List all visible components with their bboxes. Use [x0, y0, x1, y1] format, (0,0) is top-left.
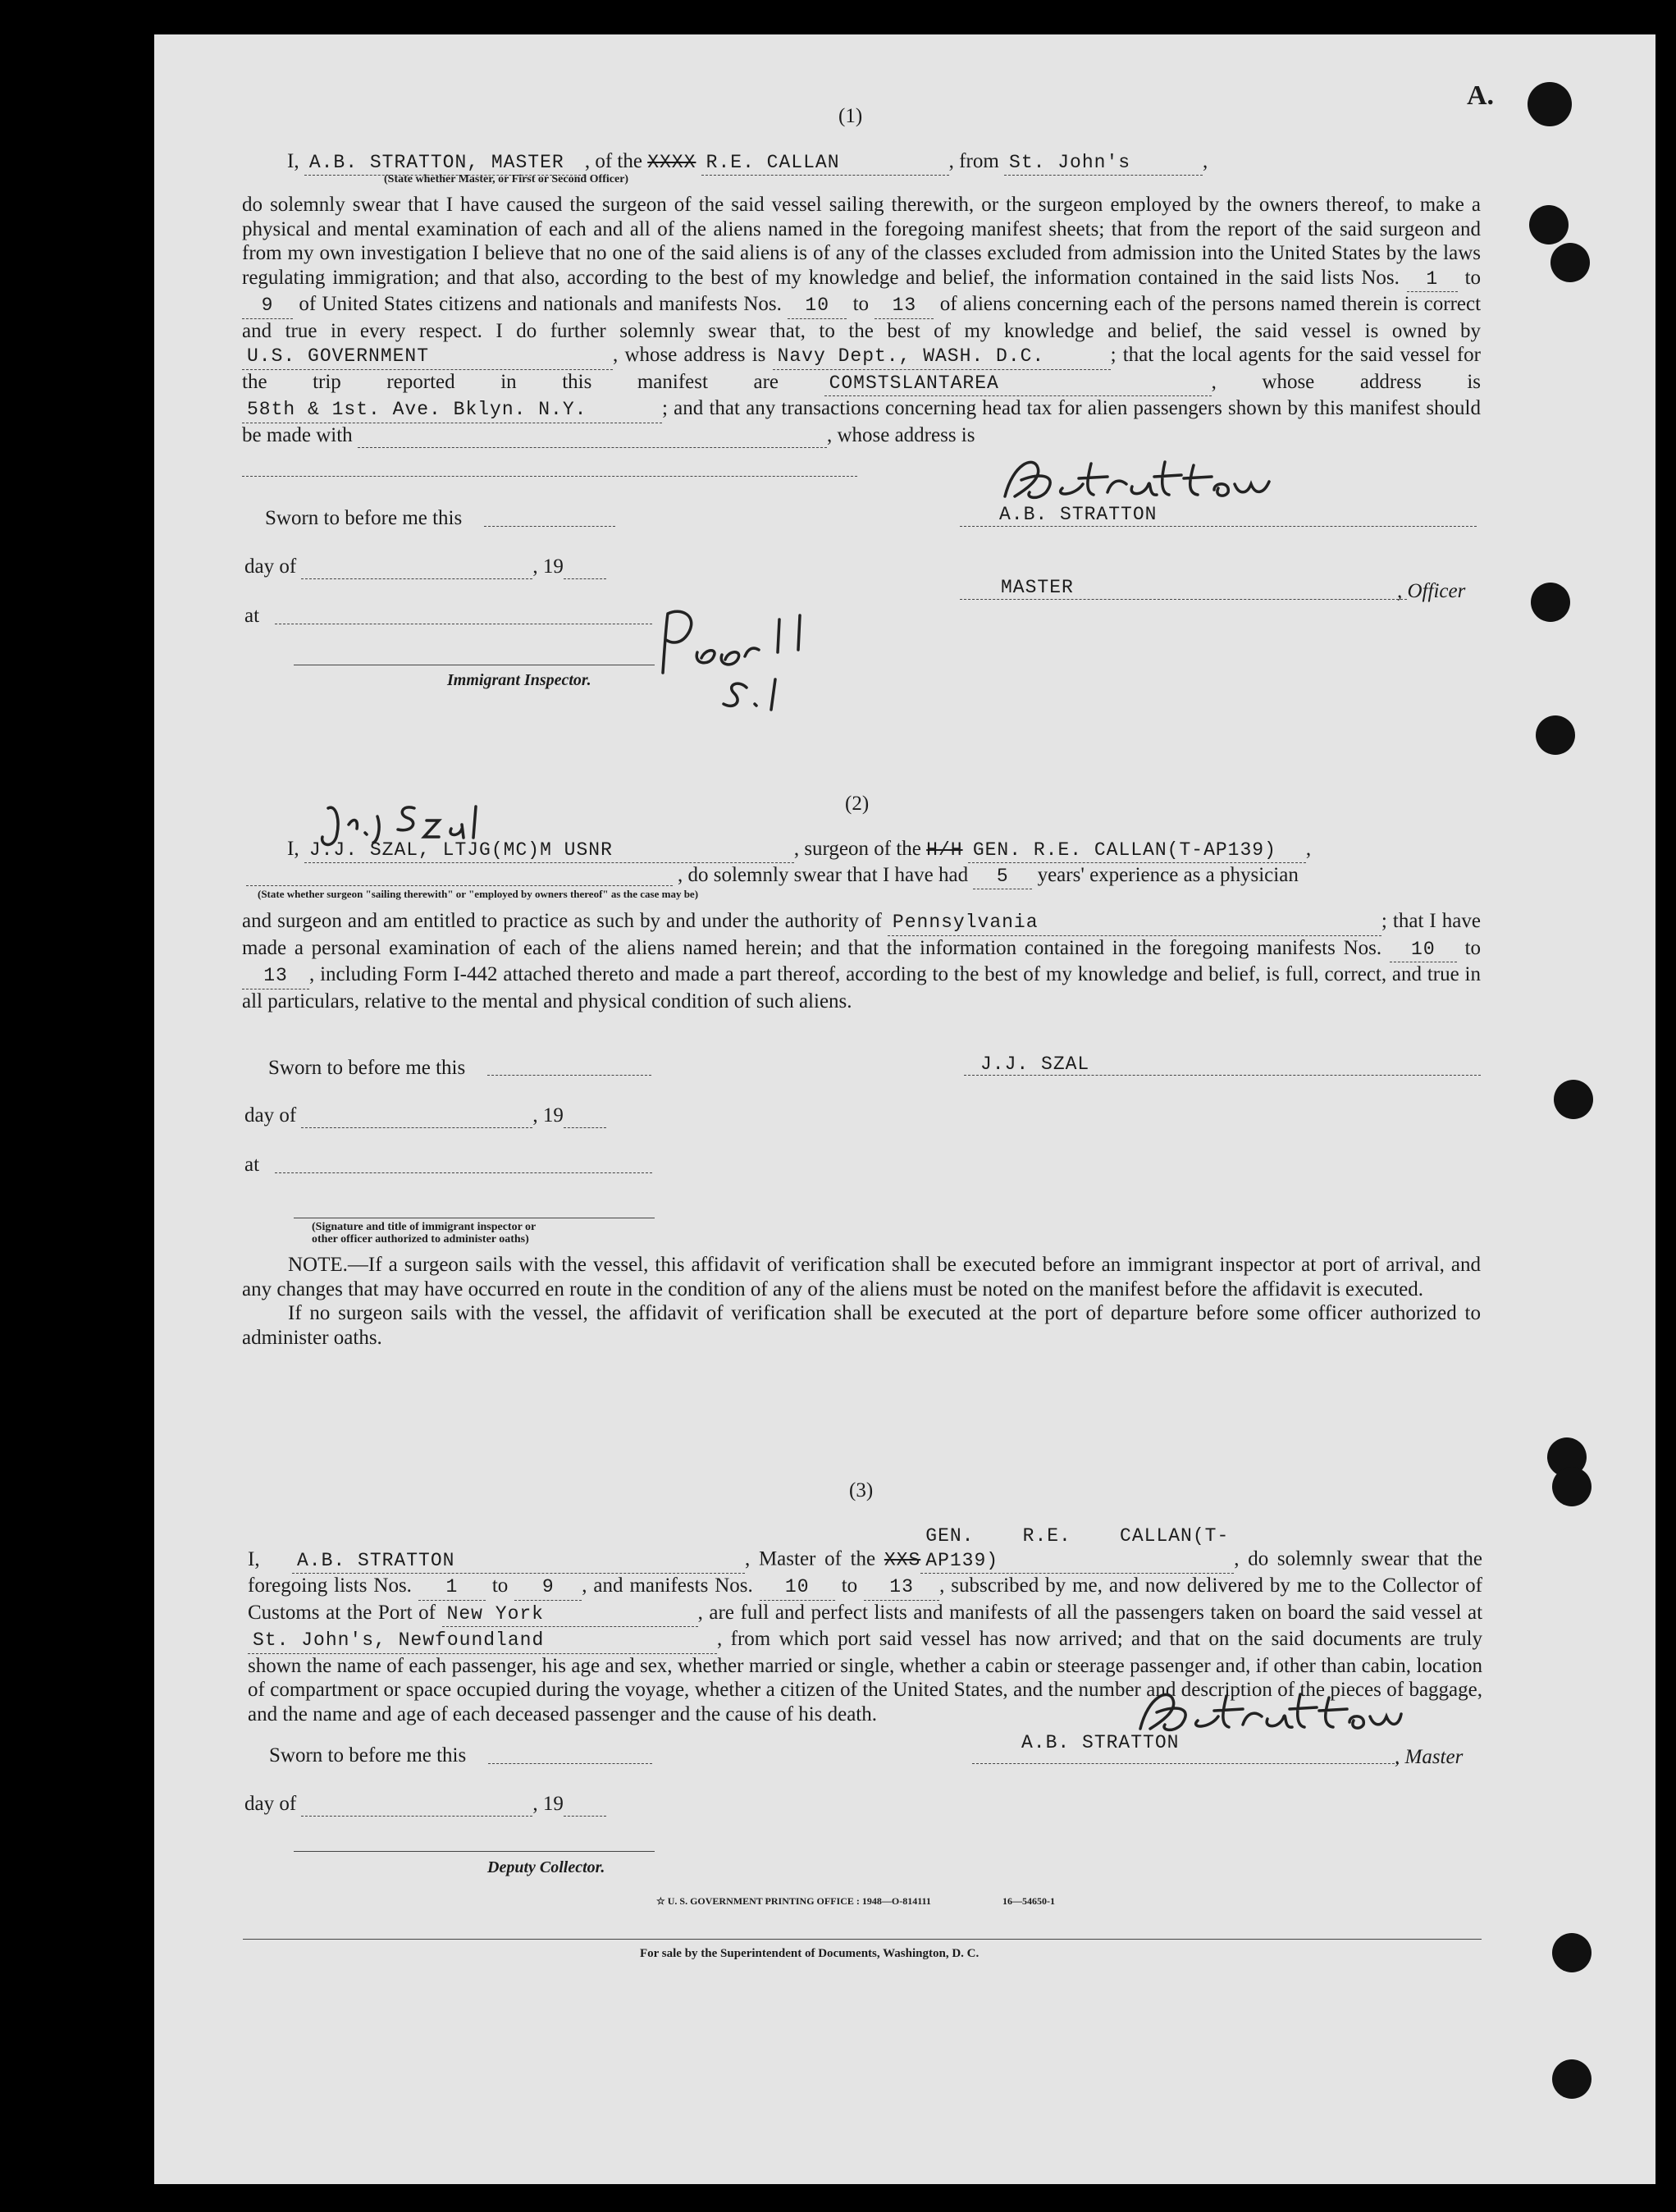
sec3-and-manifests: , and manifests Nos.	[582, 1574, 753, 1597]
sec2-solemnly: , do solemnly swear that I have had	[678, 864, 969, 886]
sec3-do-solemnly: , do solemnly	[1234, 1547, 1353, 1570]
sec2-note1: NOTE.—If a surgeon sails with the vessel, this affidavit of verification shall be executed before an immigrant inspector at port of arrival, and any changes that may have occurred en route in the condition of any of the aliens must be noted on the manifest before the affidavit is executed.	[242, 1254, 1481, 1300]
sec1-from: , from	[948, 150, 999, 172]
sec3-departure: St. John's, Newfoundland	[248, 1629, 717, 1654]
punch-hole	[1550, 243, 1590, 282]
sec2-experience: years' experience as a physician	[1037, 864, 1299, 886]
footer-sale: For sale by the Superintendent of Documents, Washington, D. C.	[640, 1947, 980, 1960]
sec3-port: New York	[442, 1602, 698, 1628]
sec3-body-c: manifests of all the passengers taken on board the said vessel at	[949, 1601, 1483, 1624]
sec1-line1: I, A.B. STRATTON, MASTER , of the XXXX R.E. CALLAN , from St. John's ,	[287, 149, 1208, 176]
sec1-body-e: ; and that any transactions concerning head tax for alien passengers shown by this manifest should be made with	[242, 397, 1481, 446]
sec2-sworn-line	[487, 1075, 651, 1076]
section-2-number: (2)	[845, 793, 870, 815]
sec2-nineteen: , 19	[532, 1104, 564, 1127]
sec2-vessel: GEN. R.E. CALLAN(T-AP139)	[968, 839, 1306, 863]
sec3-lists-to: 9	[514, 1575, 582, 1601]
sec1-body: do solemnly swear that I have caused the surgeon of the said vessel sailing therewith, or the surgeon employed by the owners thereof, to make a physical and mental examination of each and all of the aliens named in the foregoing manifest sheets; that from the report of the said surgeon and from my own investigation I believe that no one of the said aliens is of any of the classes excluded from admission into the United States by the laws regulating immigration; and that also, according to the best of my knowledge and belief, the information contained in the said lists Nos. 1 to 9 of United States citizens and nationals and manifests Nos. 10 to 13 of aliens concerning each of the persons named therein is correct and true in every respect. I do further solemnly swear that, to the best of my knowledge and belief, the said vessel is owned by U.S. GOVERNMENT , whose address is Navy Dept., WASH. D.C. ; that the local agents for the said vessel for the trip reported in this manifest are COMSTSLANTAREA , whose address is 58th & 1st. Ave. Bklyn. N.Y. ; and that any transactions concerning head tax for alien passengers shown by this manifest should be made with , whose address is	[242, 193, 1481, 448]
sec3-sworn: Sworn to before me this	[269, 1744, 467, 1766]
sec3-nineteen: , 19	[532, 1793, 564, 1815]
sec3-body-d: port said vessel has now arrived; and that on the said documents are truly shown the name of each passenger, his age and sex, whether married or single, whether a cabin or steerage passenger and, if other than cabin, location of compartment or space occupied during the voyage, whether a citizen of the United States, and the number and description of the pieces of baggage, and the name and age of each deceased passenger and the cause of his death.	[248, 1628, 1483, 1725]
sec3-master-of-the: , Master of the	[745, 1547, 876, 1570]
sec2-body-c: , including Form I-442 attached thereto and made a part thereof, according to the best of my knowledge and belief, is full, correct, and true in all particulars, relative to the mental and physical condition of such aliens.	[242, 963, 1481, 1012]
sec3-body-b: delivered by me to the Collector of Customs at the Port of	[248, 1574, 1483, 1624]
sec1-i: I,	[287, 150, 299, 172]
sec2-at: at	[244, 1154, 260, 1176]
sec3-day-of	[244, 1792, 606, 1817]
sec1-vessel: R.E. CALLAN	[701, 151, 949, 176]
sec2-vessel-prefix: H/H	[926, 839, 963, 861]
header-mark: A.	[1467, 80, 1495, 111]
sec2-surgeon-name: J.J. SZAL, LTJG(MC)M USNR	[304, 839, 794, 863]
sec1-man-from: 10	[788, 294, 847, 319]
sec2-note2: If no surgeon sails with the vessel, the affidavit of verification shall be executed at the port of departure before some officer authorized to administer oaths.	[242, 1302, 1481, 1349]
sec1-whose-address-end: , whose address is	[826, 423, 975, 446]
punch-hole	[1536, 715, 1575, 755]
sec2-surgeon-of-the: , surgeon of the	[793, 838, 921, 860]
sec1-address-line	[242, 476, 857, 477]
sec1-sworn-line	[484, 526, 615, 527]
sec2-sig-caption-1: (Signature and title of immigrant inspector or	[312, 1221, 537, 1233]
sec3-signer-line	[972, 1763, 1399, 1764]
sec2-caption: (State whether surgeon "sailing therewith" or "employed by owners thereof" as the case may be)	[258, 888, 699, 900]
sec1-title-line	[960, 599, 1407, 600]
sec1-whose-address-is: whose address is	[1262, 370, 1482, 393]
sec3-to: to	[491, 1574, 509, 1597]
punch-hole	[1552, 2059, 1592, 2099]
footer-form-no: 16—54650-1	[1002, 1895, 1055, 1907]
sec2-man-from: 10	[1390, 938, 1457, 963]
sec1-day-of	[244, 555, 606, 579]
sec2-line1: I, J.J. SZAL, LTJG(MC)M USNR , surgeon of the H/H GEN. R.E. CALLAN(T-AP139) ,	[287, 837, 1311, 863]
sec2-line2	[678, 863, 1299, 889]
sec3-master: , Master	[1395, 1746, 1464, 1768]
punch-hole	[1531, 583, 1570, 622]
sec1-body-c: of aliens concerning each of the persons named therein is correct and true in every respect. I do further solemnly swear that, to the best of my knowledge and belief, the said vessel is owned by	[242, 293, 1482, 342]
handwritten-note	[656, 607, 870, 714]
sec1-master-name: A.B. STRATTON, MASTER	[304, 151, 585, 176]
sec2-body-b: that I have made a personal examination of each of the aliens named herein; and that the information contained in the foregoing manifests Nos.	[242, 910, 1481, 959]
punch-hole	[1528, 82, 1572, 126]
sec1-agents: COMSTSLANTAREA	[824, 372, 1212, 397]
sec3-to-2: to	[841, 1574, 858, 1597]
sec1-day-of-label: day of	[244, 555, 297, 578]
sec1-title: MASTER	[1001, 577, 1074, 598]
sec2-body-a: and surgeon and am entitled to practice as such by and under the authority of	[242, 910, 882, 932]
sec1-agents-address: 58th & 1st. Ave. Bklyn. N.Y.	[242, 398, 662, 423]
sec1-rank-caption: (State whether Master, or First or Second Officer)	[384, 173, 629, 185]
sec1-owner-address: Navy Dept., WASH. D.C.	[773, 345, 1111, 370]
punch-hole	[1552, 1467, 1592, 1506]
sec3-subscribed: , subscribed by me, and now	[939, 1574, 1181, 1597]
sec3-vessel-struck: XXS	[884, 1549, 921, 1571]
footer-gpo: ☆ U. S. GOVERNMENT PRINTING OFFICE : 1948—O-814111	[656, 1895, 931, 1907]
sec1-at: at	[244, 605, 260, 627]
sec1-to-2: to	[852, 293, 870, 315]
sec3-man-from: 10	[760, 1575, 835, 1601]
sec1-signer: A.B. STRATTON	[999, 504, 1158, 525]
sec1-sworn: Sworn to before me this	[265, 507, 463, 529]
sec1-officer: , Officer	[1397, 580, 1466, 602]
sec1-body-a: do solemnly swear that I have caused the surgeon of the said vessel sailing therewith, or the surgeon employed by the owners thereof, to make a physical and mental examination of each and all of the aliens named in the foregoing manifest sheets; that from the report of the said surgeon and from my own investigation I believe that no one of the said aliens is of any of the classes excluded from admission into the United States by the laws regulating immigration; and that also, according to the best of my knowledge and belief, the information contained in the said lists Nos.	[242, 194, 1481, 289]
sec1-signer-line	[960, 526, 1477, 527]
sec1-lists-to: 9	[242, 294, 293, 319]
sec2-note	[242, 1253, 1481, 1350]
sec2-i: I,	[287, 838, 299, 860]
sec2-caption-line	[246, 885, 673, 886]
sec1-whose-address: , whose address is	[613, 344, 766, 366]
sec2-sig-caption-2: other officer authorized to administer oaths)	[312, 1233, 529, 1245]
sec3-master-name: A.B. STRATTON	[292, 1549, 745, 1574]
sec3-collector-line	[294, 1851, 655, 1852]
sec1-owner: U.S. GOVERNMENT	[242, 345, 613, 370]
sec2-authority: Pennsylvania	[888, 911, 1381, 936]
sec3-signer: A.B. STRATTON	[1021, 1732, 1180, 1753]
sec1-body-d: that the local agents for the said vessel for the trip reported in this manifest are	[242, 344, 1482, 393]
sec3-vessel: GEN. R.E. CALLAN(T-AP139)	[920, 1524, 1234, 1574]
sec2-sworn: Sworn to before me this	[268, 1057, 466, 1079]
sec3-body-a: swear that the foregoing lists Nos.	[248, 1547, 1483, 1597]
sec1-body-b: of United States citizens and nationals and manifests Nos.	[299, 293, 782, 315]
sec2-day-of-label: day of	[244, 1104, 297, 1127]
punch-hole	[1552, 1933, 1592, 1972]
sec1-inspector-caption: Immigrant Inspector.	[447, 671, 591, 689]
sec2-day-of	[244, 1104, 606, 1128]
sec1-from-port: St. John's	[1004, 151, 1203, 176]
sec2-man-to: 13	[242, 964, 309, 989]
sec1-man-to: 13	[875, 294, 934, 319]
sec2-at-line	[275, 1172, 652, 1173]
sec3-man-to: 13	[864, 1575, 939, 1601]
sec3-are-full: , are full and perfect lists and	[697, 1601, 943, 1624]
punch-hole	[1554, 1080, 1593, 1119]
sec3-collector-caption: Deputy Collector.	[487, 1858, 605, 1876]
sec2-signer-line	[964, 1075, 1481, 1076]
sec3-from-which: , from which	[717, 1628, 829, 1650]
sec2-to: to	[1464, 936, 1482, 959]
sec1-of-the: , of the	[584, 150, 642, 172]
sec3-sworn-line	[488, 1763, 652, 1764]
punch-hole	[1529, 205, 1569, 245]
sec2-years: 5	[973, 865, 1032, 889]
sec3-i: I,	[248, 1547, 260, 1570]
sec1-to: to	[1464, 266, 1482, 289]
sec3-day-of-label: day of	[244, 1793, 297, 1815]
sec1-nineteen: , 19	[532, 555, 564, 578]
section-3-number: (3)	[849, 1479, 874, 1501]
footer-rule	[243, 1939, 1482, 1940]
section-1-number: (1)	[838, 105, 863, 127]
sec1-vessel-struck: XXXX	[647, 152, 696, 173]
sec2-signer: J.J. SZAL	[980, 1053, 1090, 1075]
sec2-body: and surgeon and am entitled to practice as such by and under the authority of Pennsylvania ; that I have made a personal examination of each of the aliens named herein; and that the information contained in the foregoing manifests Nos. 10 to 13 , including Form I-442 attached thereto and made a part thereof, according to the best of my knowledge and belief, is full, correct, and true in all particulars, relative to the mental and physical condition of such aliens.	[242, 910, 1482, 1012]
sec1-lists-from: 1	[1407, 267, 1458, 293]
sec3-lists-from: 1	[418, 1575, 486, 1601]
